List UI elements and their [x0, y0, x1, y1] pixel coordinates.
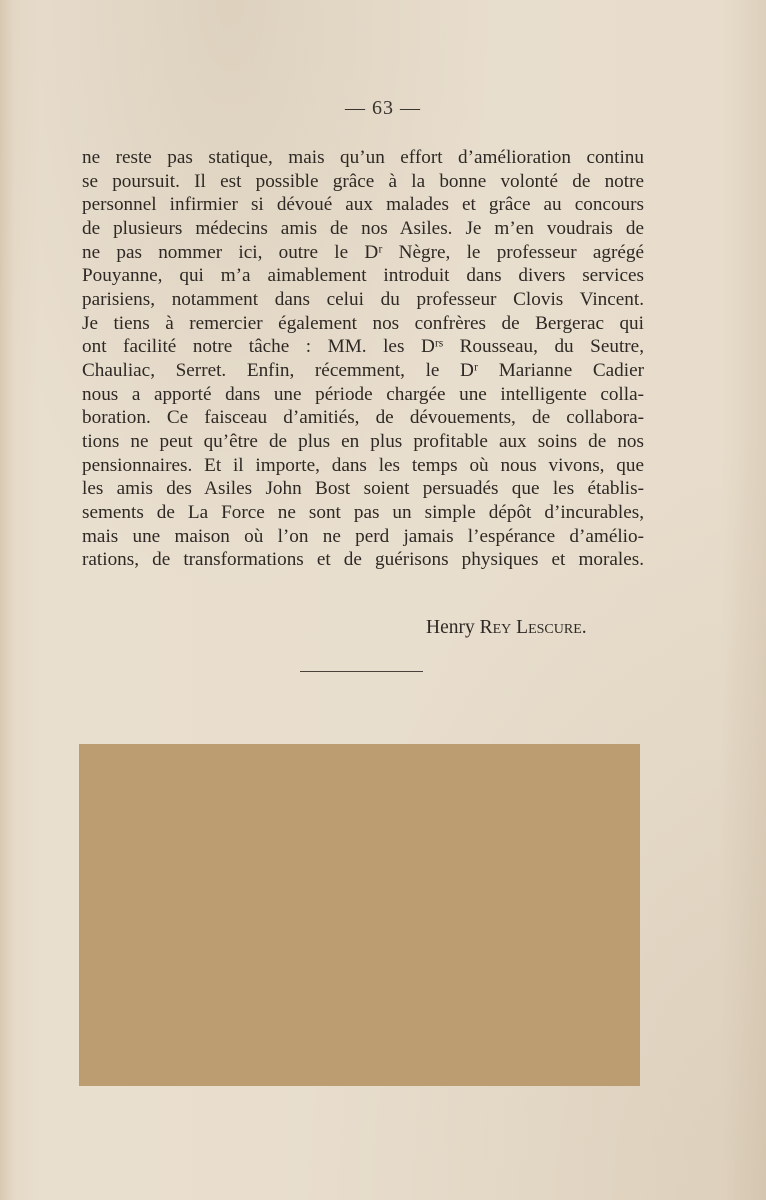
- text-line: boration. Ce faisceau d’amitiés, de dévouements, de collabora-: [82, 407, 644, 429]
- text-line: ne reste pas statique, mais qu’un effort d’amélioration continu: [82, 147, 644, 168]
- text-line: rations, de transformations et de guérisons physiques et morales.: [82, 549, 644, 571]
- text-line: se poursuit. Il est possible grâce à la bonne volonté de notre: [82, 170, 644, 192]
- text-line: les amis des Asiles John Bost soient persuadés que les établis-: [82, 478, 644, 500]
- section-divider: [300, 671, 423, 672]
- text-line: pensionnaires. Et il importe, dans les temps où nous vivons, que: [82, 454, 644, 476]
- text-line: sements de La Force ne sont pas un simple dépôt d’incurables,: [82, 501, 644, 523]
- text-line: mais une maison où l’on ne perd jamais l’espérance d’amélio-: [82, 525, 644, 547]
- body-paragraph: [82, 146, 644, 572]
- signature: [426, 617, 587, 639]
- text-line: Pouyanne, qui m’a aimablement introduit dans divers services: [82, 265, 644, 287]
- text-line: nous a apporté dans une période chargée une intelligente colla-: [82, 383, 644, 405]
- text-line: ne pas nommer ici, outre le Dʳ Nègre, le professeur agrégé: [82, 241, 644, 263]
- page-number: — 63 —: [345, 97, 421, 119]
- text-line: parisiens, notamment dans celui du professeur Clovis Vincent.: [82, 288, 644, 310]
- text-line: ont facilité notre tâche : MM. les Dʳˢ Rousseau, du Seutre,: [82, 336, 644, 358]
- signature-last-name: Rey Lescure.: [479, 617, 587, 638]
- text-line: tions ne peut qu’être de plus en plus profitable aux soins de nos: [82, 430, 644, 452]
- text-line: Je tiens à remercier également nos confrères de Bergerac qui: [82, 312, 644, 334]
- text-line: Chauliac, Serret. Enfin, récemment, le Dʳ Marianne Cadier: [82, 359, 644, 381]
- text-line: personnel infirmier si dévoué aux malades et grâce au concours: [82, 194, 644, 216]
- signature-first-name: Henry: [426, 617, 475, 638]
- image-placeholder-block: [79, 744, 640, 1086]
- text-line: de plusieurs médecins amis de nos Asiles. Je m’en voudrais de: [82, 217, 644, 239]
